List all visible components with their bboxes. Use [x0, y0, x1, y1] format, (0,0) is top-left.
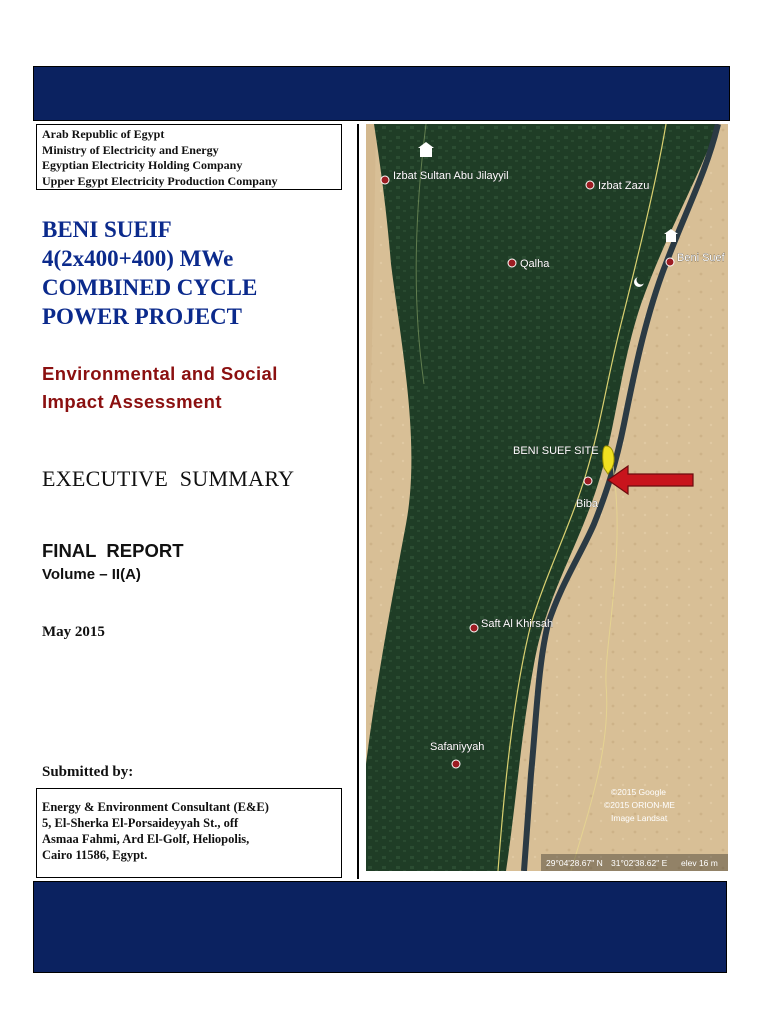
top-banner: [33, 66, 730, 121]
place-label: Biba: [576, 498, 599, 510]
place-label: Qalha: [520, 258, 550, 270]
place-label: Izbat Zazu: [598, 180, 650, 192]
agency-line: Egyptian Electricity Holding Company: [42, 158, 243, 172]
project-title-line: POWER PROJECT: [42, 304, 242, 329]
consultant-line: Cairo 11586, Egypt.: [42, 848, 148, 862]
report-date: May 2015: [42, 624, 105, 640]
map-credit: Image Landsat: [611, 813, 668, 823]
place-saft: [470, 618, 553, 632]
esia-title-line: Impact Assessment: [42, 391, 222, 412]
satellite-map-graphic: [366, 124, 728, 871]
executive-summary-heading: EXECUTIVE SUMMARY: [42, 466, 295, 491]
place-label: Izbat Sultan Abu Jilayyil: [393, 170, 509, 182]
volume-label: Volume – II(A): [42, 566, 141, 583]
project-title: [42, 215, 342, 331]
consultant-line: Energy & Environment Consultant (E&E): [42, 800, 269, 814]
map-credit: ©2015 Google: [611, 787, 666, 797]
consultant-box: [36, 788, 342, 878]
agency-line: Arab Republic of Egypt: [42, 127, 165, 141]
satellite-map: [366, 124, 728, 871]
place-izbat-sultan: [381, 170, 509, 184]
agency-box: [36, 124, 342, 190]
project-title-line: COMBINED CYCLE: [42, 275, 258, 300]
bottom-banner: [33, 881, 727, 973]
coordinate-lon: 31°02'38.62" E: [611, 858, 668, 868]
consultant-line: 5, El-Sherka El-Porsaideyyah St., off: [42, 816, 239, 830]
consultant-line: Asmaa Fahmi, Ard El-Golf, Heliopolis,: [42, 832, 250, 846]
agency-line: Ministry of Electricity and Energy: [42, 142, 219, 157]
project-title-line: BENI SUEIF: [42, 217, 172, 242]
vertical-divider: [357, 124, 359, 879]
coordinate-lat: 29°04'28.67" N: [546, 858, 603, 868]
final-report-heading: FINAL REPORT: [42, 540, 184, 561]
submitted-by-label: Submitted by:: [42, 764, 134, 780]
site-label: BENI SUEF SITE: [513, 445, 599, 457]
project-title-line: 4(2x400+400) MWe: [42, 246, 234, 271]
esia-title: [42, 360, 352, 416]
place-label: Saft Al Khirsah: [481, 618, 554, 630]
agency-line: Upper Egypt Electricity Production Company: [42, 173, 278, 188]
coordinate-elev: elev 16 m: [681, 858, 718, 868]
esia-title-line: Environmental and Social: [42, 363, 278, 384]
place-label: Beni Suef: [677, 252, 725, 264]
map-credit: ©2015 ORION-ME: [604, 800, 675, 810]
place-label: Safaniyyah: [430, 741, 485, 753]
